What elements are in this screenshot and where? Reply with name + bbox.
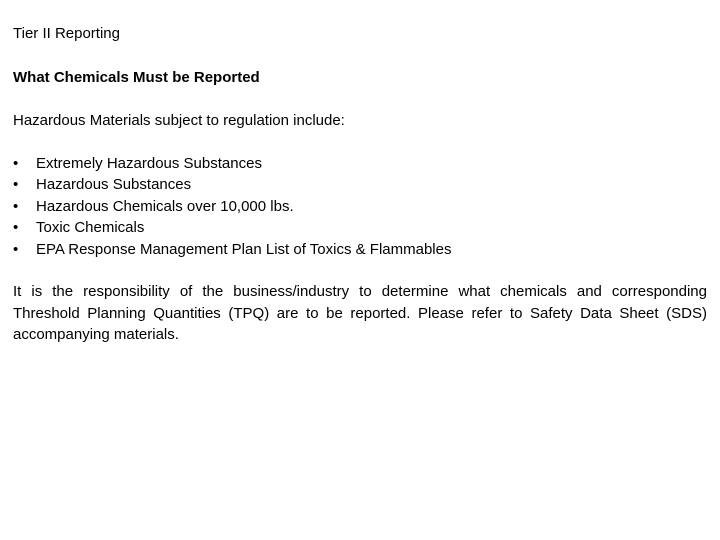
list-item-text: Extremely Hazardous Substances — [36, 154, 262, 172]
chemical-category-list — [13, 153, 710, 261]
section-heading: What Chemicals Must be Reported — [13, 68, 260, 86]
bullet-icon: • — [13, 197, 19, 215]
list-item-text: Hazardous Substances — [36, 176, 192, 193]
list-item-text: EPA Response Management Plan List of Toxics & Flammables — [36, 240, 452, 258]
list-item-text: Toxic Chemicals — [36, 219, 145, 236]
bullet-icon: • — [13, 176, 19, 193]
list-item-text: Hazardous Chemicals over 10,000 lbs. — [36, 197, 294, 215]
bullet-icon: • — [13, 154, 19, 172]
list-item — [13, 217, 710, 239]
bullet-icon: • — [13, 240, 19, 258]
list-item — [13, 153, 710, 175]
responsibility-paragraph: It is the responsibility of the business/industry to determine what chemicals and corresponding Threshold Planning Quantities (TPQ) are to be reported. Please refer to Safety Data Sheet (SDS) accompanying materials. — [13, 283, 707, 343]
page-title: Tier II Reporting — [13, 25, 120, 42]
list-item — [13, 239, 710, 261]
intro-text: Hazardous Materials subject to regulation include: — [13, 112, 345, 129]
list-item — [13, 196, 710, 218]
list-item — [13, 174, 710, 196]
bullet-icon: • — [13, 219, 19, 236]
